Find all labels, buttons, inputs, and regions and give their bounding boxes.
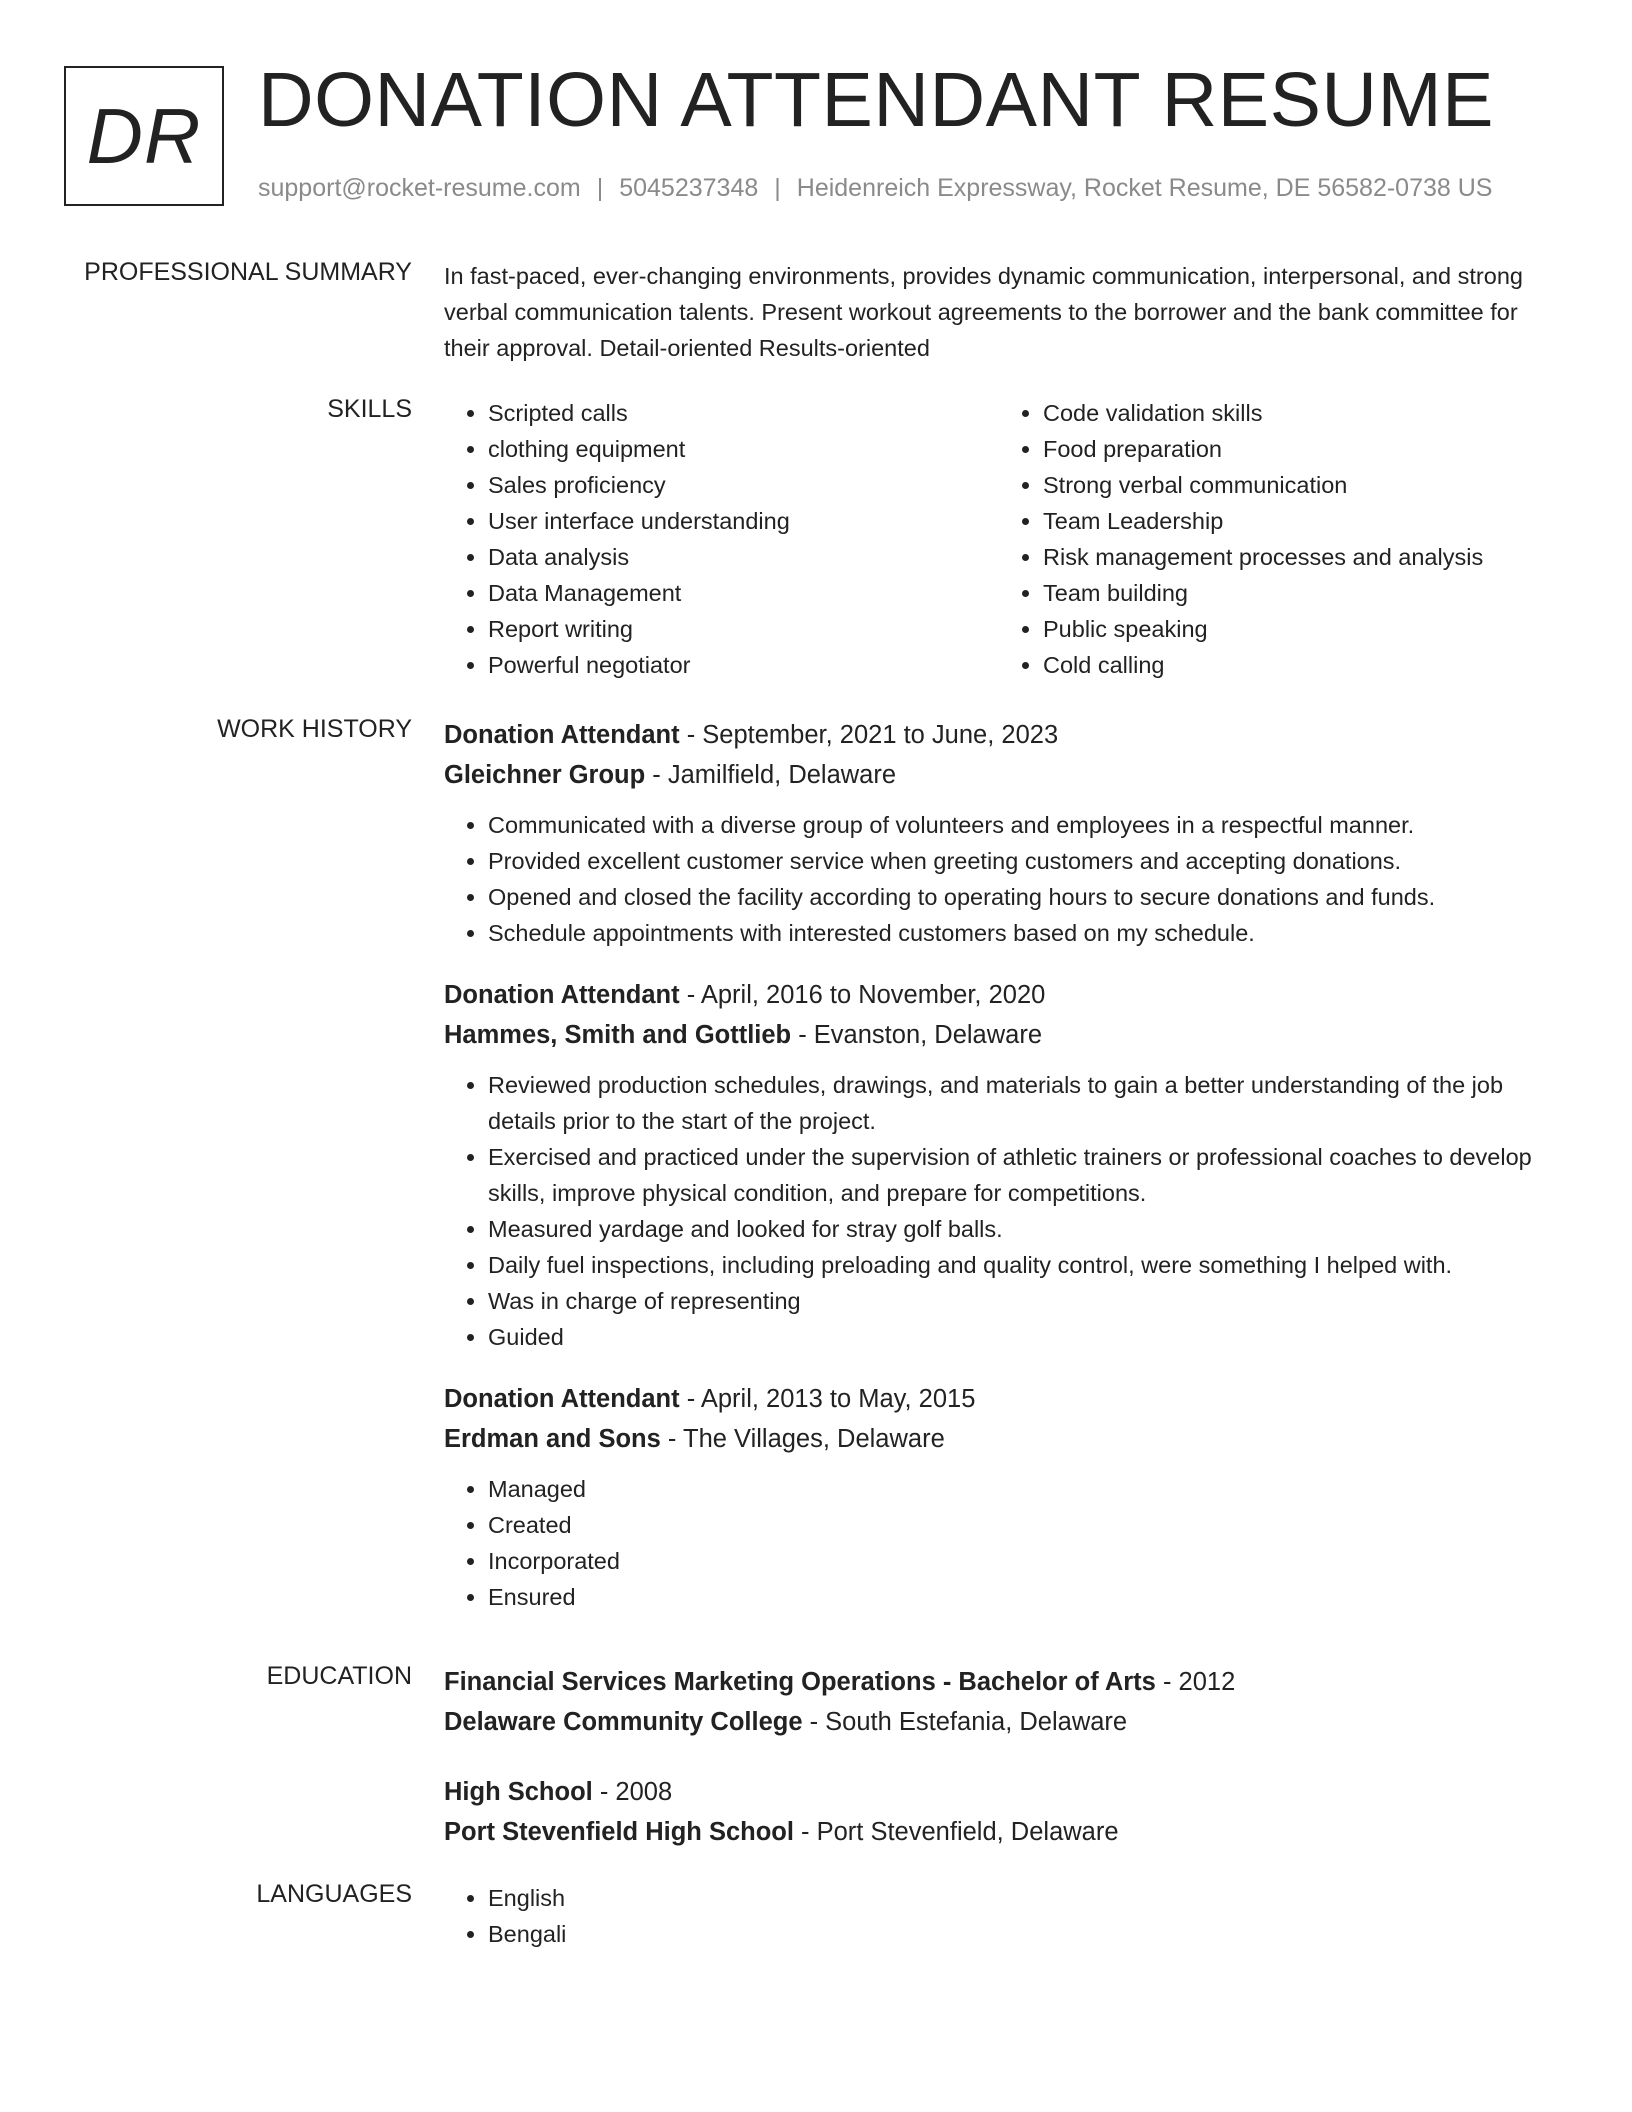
section-label-languages: LANGUAGES	[256, 1880, 412, 1908]
skill-item: • Team Leadership	[1043, 503, 1554, 539]
job-company: Erdman and Sons	[444, 1425, 661, 1453]
job-company-line	[444, 1419, 1554, 1459]
job-duty: • Exercised and practiced under the supervision of athletic trainers or professional coaches to develop skills, improve physical condition, and prepare for competitions.	[488, 1139, 1554, 1211]
resume-title: DONATION ATTENDANT RESUME	[258, 57, 1495, 143]
job-company-line	[444, 755, 1554, 795]
section-label-work-history: WORK HISTORY	[217, 715, 412, 743]
contact-separator: |	[596, 174, 604, 202]
education-body	[444, 1662, 1554, 1882]
skill-item: • Food preparation	[1043, 431, 1554, 467]
education-entry	[444, 1772, 1554, 1852]
contact-separator: |	[774, 174, 781, 202]
education-school: Delaware Community College	[444, 1708, 803, 1736]
job-duties	[444, 1471, 1554, 1615]
skill-item: • Data Management	[488, 575, 999, 611]
skill-item: • Risk management processes and analysis	[1043, 539, 1554, 575]
job-duty: • Provided excellent customer service when greeting customers and accepting donations.	[488, 843, 1554, 879]
education-year: - 2012	[1155, 1668, 1236, 1696]
work-history-body	[444, 715, 1554, 1639]
job-title-line	[444, 1379, 1554, 1419]
skill-item: • clothing equipment	[488, 431, 999, 467]
skill-item: • Code validation skills	[1043, 395, 1554, 431]
education-school: Port Stevenfield High School	[444, 1818, 794, 1846]
job-duty: • Opened and closed the facility according to operating hours to secure donations and funds.	[488, 879, 1554, 915]
skill-item: • Scripted calls	[488, 395, 999, 431]
skill-item: • Team building	[1043, 575, 1554, 611]
job-duty: • Incorporated	[488, 1543, 1554, 1579]
contact-email: support@rocket-resume.com	[258, 174, 581, 202]
job-location: - Evanston, Delaware	[791, 1021, 1043, 1049]
languages-list	[444, 1880, 1554, 1952]
skill-item: • User interface understanding	[488, 503, 999, 539]
education-school-line	[444, 1702, 1554, 1742]
job-entry	[444, 975, 1554, 1355]
job-duty: • Schedule appointments with interested customers based on my schedule.	[488, 915, 1554, 951]
job-location: - Jamilfield, Delaware	[645, 761, 897, 789]
job-dates: - September, 2021 to June, 2023	[679, 721, 1059, 749]
skills-list-right	[999, 395, 1554, 683]
education-degree: High School	[444, 1778, 593, 1806]
job-duty: • Managed	[488, 1471, 1554, 1507]
education-year: - 2008	[592, 1778, 673, 1806]
education-entry	[444, 1662, 1554, 1742]
contact-address: Heidenreich Expressway, Rocket Resume, DE 56582-0738 US	[796, 174, 1493, 202]
skills-body	[444, 395, 1554, 683]
job-duties	[444, 1067, 1554, 1355]
education-school-line	[444, 1812, 1554, 1852]
contact-phone: 5045237348	[619, 174, 759, 202]
job-company: Hammes, Smith and Gottlieb	[444, 1021, 792, 1049]
job-company: Gleichner Group	[444, 761, 646, 789]
job-entry	[444, 715, 1554, 951]
summary-text: In fast-paced, ever-changing environments, provides dynamic communication, interpersonal, and strong verbal communication talents. Present workout agreements to the borrower and the bank committee for their approval. Detail-oriented Results-oriented	[444, 263, 1523, 361]
job-duty: • Daily fuel inspections, including preloading and quality control, were something I helped with.	[488, 1247, 1554, 1283]
job-duty: • Communicated with a diverse group of volunteers and employees in a respectful manner.	[488, 807, 1554, 843]
job-dates: - April, 2016 to November, 2020	[679, 981, 1046, 1009]
contact-line	[258, 174, 1492, 203]
job-title-line	[444, 715, 1554, 755]
language-item: • English	[488, 1880, 1554, 1916]
education-degree-line	[444, 1772, 1554, 1812]
section-label-education: EDUCATION	[266, 1662, 412, 1690]
job-duty: • Measured yardage and looked for stray golf balls.	[488, 1211, 1554, 1247]
section-label-summary: PROFESSIONAL SUMMARY	[84, 258, 412, 286]
job-title: Donation Attendant	[444, 981, 680, 1009]
job-entry	[444, 1379, 1554, 1615]
skill-item: • Public speaking	[1043, 611, 1554, 647]
section-label-skills: SKILLS	[327, 395, 412, 423]
education-degree: Financial Services Marketing Operations - Bachelor of Arts	[444, 1668, 1156, 1696]
job-title: Donation Attendant	[444, 721, 680, 749]
education-location: - Port Stevenfield, Delaware	[793, 1818, 1119, 1846]
job-location: - The Villages, Delaware	[660, 1425, 945, 1453]
skill-item: • Report writing	[488, 611, 999, 647]
job-duty: • Ensured	[488, 1579, 1554, 1615]
skill-item: • Powerful negotiator	[488, 647, 999, 683]
skill-item: • Sales proficiency	[488, 467, 999, 503]
education-location: - South Estefania, Delaware	[802, 1708, 1128, 1736]
job-dates: - April, 2013 to May, 2015	[679, 1385, 976, 1413]
languages-body	[444, 1880, 1554, 1952]
skill-item: • Cold calling	[1043, 647, 1554, 683]
skills-columns	[444, 395, 1554, 683]
skill-item: • Strong verbal communication	[1043, 467, 1554, 503]
job-duty: • Was in charge of representing	[488, 1283, 1554, 1319]
skills-list-left	[444, 395, 999, 683]
job-duty: • Guided	[488, 1319, 1554, 1355]
summary-body	[444, 258, 1554, 366]
language-item: • Bengali	[488, 1916, 1554, 1952]
job-duty: • Reviewed production schedules, drawings, and materials to gain a better understanding of the job details prior to the start of the project.	[488, 1067, 1554, 1139]
skill-item: • Data analysis	[488, 539, 999, 575]
education-degree-line	[444, 1662, 1554, 1702]
monogram-initials: DR	[86, 91, 202, 180]
monogram-badge	[64, 66, 224, 206]
job-title: Donation Attendant	[444, 1385, 680, 1413]
job-duty: • Created	[488, 1507, 1554, 1543]
job-title-line	[444, 975, 1554, 1015]
job-duties	[444, 807, 1554, 951]
job-company-line	[444, 1015, 1554, 1055]
